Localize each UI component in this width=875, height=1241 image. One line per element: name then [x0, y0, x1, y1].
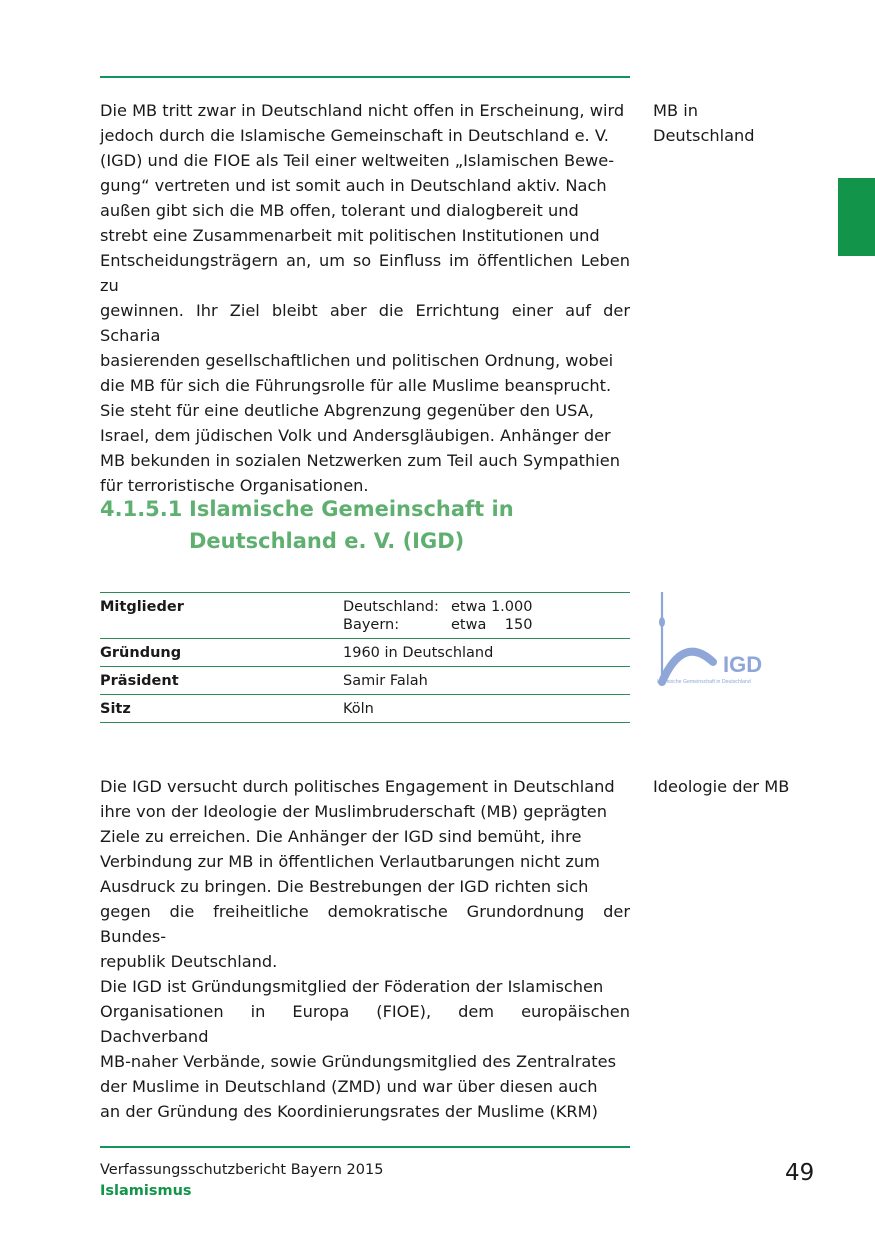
footer-section: Islamismus [100, 1183, 192, 1199]
table-row-seat [100, 695, 630, 723]
members-place-germany: Deutschland: [343, 599, 439, 615]
members-place-bavaria: Bayern: [343, 617, 400, 633]
top-rule [100, 76, 630, 78]
founding-label: Gründung [100, 639, 343, 667]
members-value-germany: etwa 1.000 [451, 599, 533, 615]
intro-paragraph: Die MB tritt zwar in Deutschland nicht offen in Erscheinung, wird jedoch durch die Islamische Gemeinschaft in Deutschland e. V. (IGD) und die FIOE als Teil einer weltweiten „Islamischen Bewe- gung“ vertreten und ist somit auch in Deutschland aktiv. Nach außen gibt sich die MB offen, tolerant und dialogbereit und strebt eine Zusammenarbeit mit politischen Institutionen und Entscheidungsträgern an, um so Einfluss im öffentlichen Leben zu gewinnen. Ihr Ziel bleibt aber die Errichtung einer auf der Scharia basierenden gesellschaftlichen und politischen Ordnung, wobei die MB für sich die Führungsrolle für alle Muslime beansprucht. Sie steht für eine deutliche Abgrenzung gegenüber den USA, Israel, dem jüdischen Volk und Andersgläubigen. Anhänger der MB bekunden in sozialen Netzwerken zum Teil auch Sympathien für terroristische Organisationen. [100, 101, 630, 495]
table-row-members [100, 593, 630, 639]
igd-logo [655, 590, 795, 686]
footer-rule [100, 1146, 630, 1148]
membership-paragraph: Die IGD ist Gründungsmitglied der Föderation der Islamischen Organisationen in Europa (FIOE), dem europäischen Dachverband MB-naher Verbände, sowie Gründungsmitglied des Zentralrates der Muslime in Deutschland (ZMD) und war über diesen auch an der Gründung des Koordinierungsrates der Muslime (KRM) [100, 977, 630, 1121]
seat-label: Sitz [100, 695, 343, 723]
table-row-president [100, 667, 630, 695]
members-values [343, 593, 630, 639]
logo-letters: IGD [723, 652, 763, 677]
members-label: Mitglieder [100, 593, 343, 639]
section-number: 4.1.5.1 [100, 497, 183, 521]
page-number: 49 [785, 1160, 815, 1186]
ideology-paragraph: Die IGD versucht durch politisches Engagement in Deutschland ihre von der Ideologie der Muslimbruderschaft (MB) geprägten Ziele zu erreichen. Die Anhänger der IGD sind bemüht, ihre Verbindung zur MB in öffentlichen Verlautbarungen nicht zum Ausdruck zu bringen. Die Bestrebungen der IGD richten sich gegen die freiheitliche demokratische Grundordnung der Bundes- republik Deutschland. [100, 777, 630, 971]
founding-value: 1960 in Deutschland [343, 639, 630, 667]
margin-note-ideology: Ideologie der MB [653, 777, 790, 796]
members-value-bavaria: etwa 150 [451, 617, 533, 633]
seat-value: Köln [343, 695, 630, 723]
footer-title: Verfassungsschutzbericht Bayern 2015 [100, 1162, 384, 1178]
section-title: Islamische Gemeinschaft in Deutschland e. V. (IGD) [189, 497, 514, 553]
president-label: Präsident [100, 667, 343, 695]
facts-table [100, 592, 630, 723]
table-row-founding [100, 639, 630, 667]
margin-note-mb-in-deutschland: MB in Deutschland [653, 101, 755, 145]
president-value: Samir Falah [343, 667, 630, 695]
chapter-tab [838, 178, 875, 256]
logo-tagline: Islamische Gemeinschaft in Deutschland [657, 679, 751, 685]
